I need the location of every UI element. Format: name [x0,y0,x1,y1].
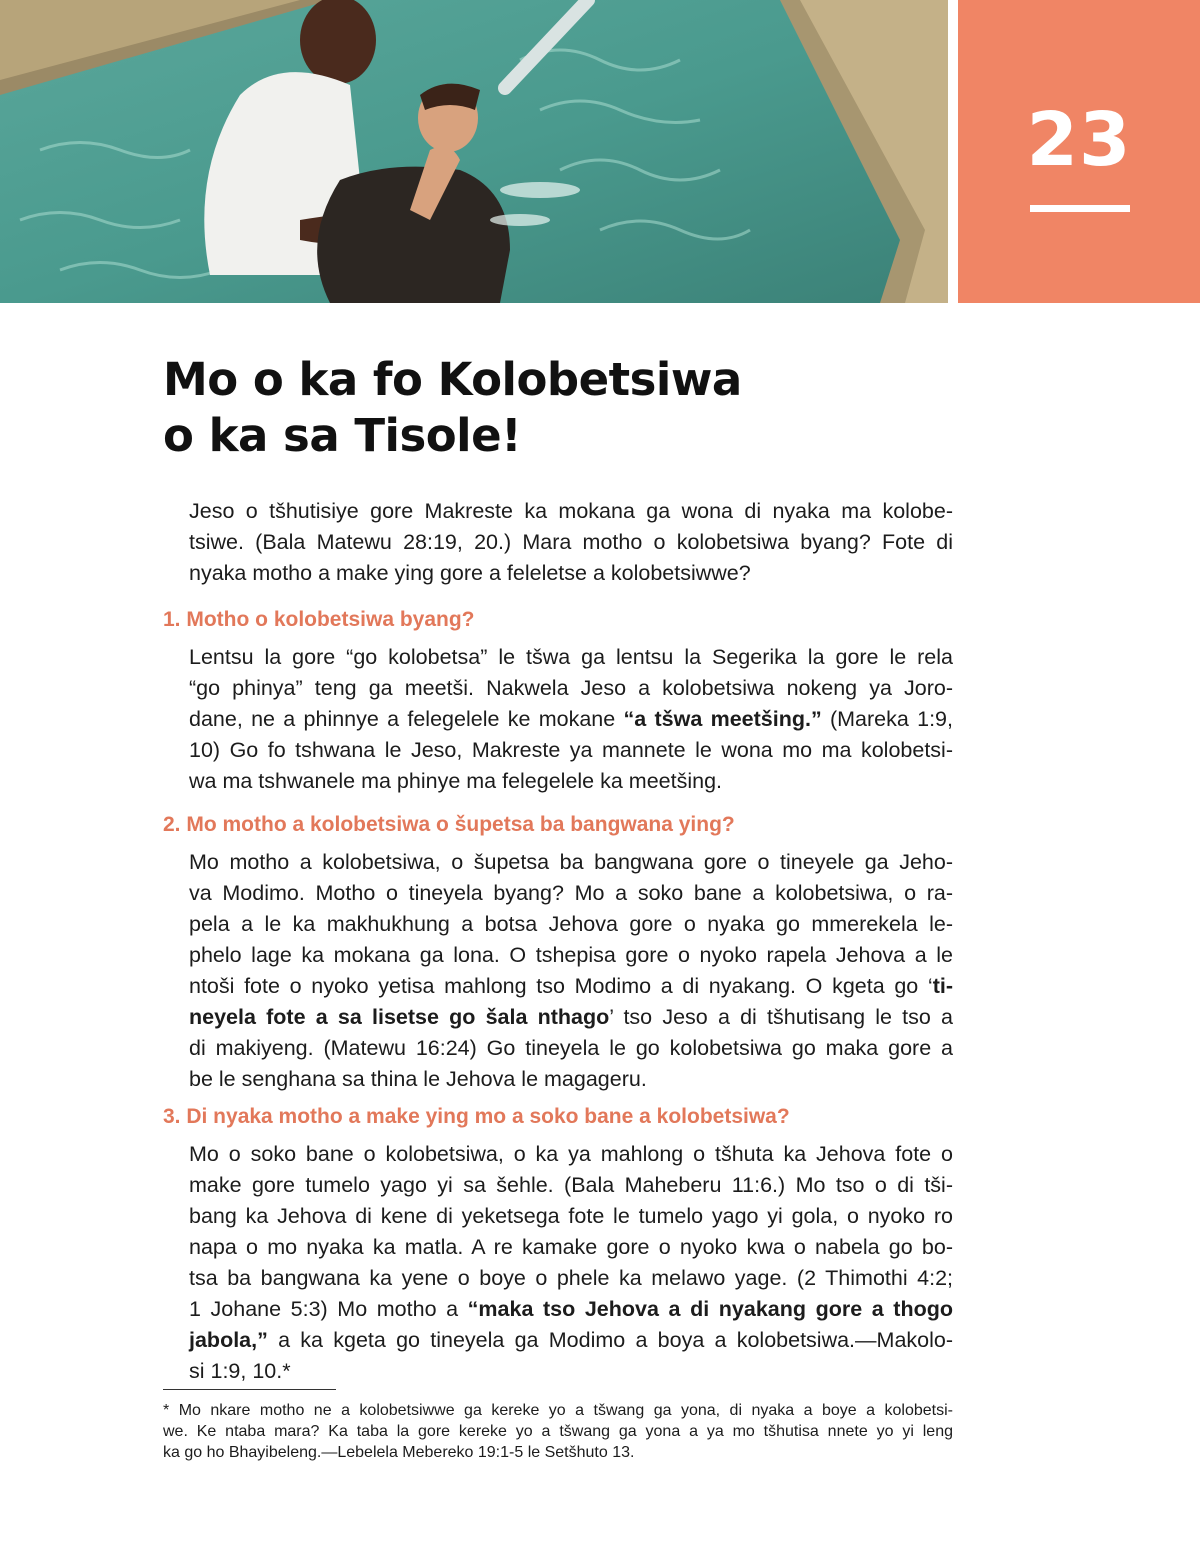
text-line: ka go ho Bhayibeleng.—Lebelela Mebereko 19:1-5 le Setšhuto 13. [163,1444,635,1461]
text-line: wa ma tshwanele ma phinye ma felegelele ka meetšing. [189,769,723,793]
text-line: Jeso o tšhutisiye gore Makreste ka mokana ga wona di nyaka ma kolobe- [189,499,953,523]
answer-3-paragraph [189,1139,953,1387]
title-line: Mo o ka fo Kolobetsiwa [163,353,742,406]
emphasis-text: jabola,” [189,1328,268,1352]
text-line: phelo lage ka mokana ga lona. O tshepisa gore o nyoko rapela Jehova a le [189,943,953,967]
text-line [189,1002,953,1033]
text-line [189,1325,953,1356]
question-3-heading: 3. Di nyaka motho a make ying mo a soko bane a kolobetsiwa? [163,1105,790,1128]
text-line: be le senghana sa thina le Jehova le magageru. [189,1067,647,1091]
text-line [189,1294,953,1325]
question-2-heading: 2. Mo motho a kolobetsiwa o šupetsa ba bangwana ying? [163,813,735,836]
emphasis-text: neyela fote a sa lisetse go šala nthago [189,1005,610,1029]
text-line [189,704,953,735]
footnote-divider [163,1389,336,1390]
question-1-heading: 1. Motho o kolobetsiwa byang? [163,608,475,631]
text-line: nyaka motho a make ying gore a feleletse a kolobetsiwwe? [189,561,751,585]
lesson-number: 23 [1026,97,1132,183]
text-line: “go phinya” teng ga meetši. Nakwela Jeso a kolobetsiwa nokeng ya Joro- [189,676,953,700]
text-fragment: ntoši fote o nyoko yetisa mahlong tso Modimo a di nyakang. O kgeta go ‘ [189,974,933,998]
text-line: di makiyeng. (Matewu 16:24) Go tineyela le go kolobetsiwa go maka gore a [189,1036,953,1060]
emphasis-text: “maka tso Jehova a di nyakang gore a thogo [467,1297,954,1321]
text-line: * Mo nkare motho ne a kolobetsiwwe ga kereke yo a tšwang ga yona, di nyaka a boye a kolobetsi- [163,1402,953,1419]
text-line [189,971,953,1002]
answer-2-paragraph [189,847,953,1095]
intro-paragraph [189,496,953,589]
text-line: Mo motho a kolobetsiwa, o šupetsa ba bangwana gore o tineyele ga Jeho- [189,850,953,874]
text-line: make gore tumelo yago yi sa šehle. (Bala Maheberu 11:6.) Mo tso o di tši- [189,1173,953,1197]
text-fragment: ’ tso Jeso a di tšhutisang le tso a [609,1005,953,1029]
lesson-number-underline [1030,205,1130,212]
text-fragment: (Mareka 1:9, [821,707,953,731]
text-line: Mo o soko bane o kolobetsiwa, o ka ya mahlong o tšhuta ka Jehova fote o [189,1142,953,1166]
text-line: Lentsu la gore “go kolobetsa” le tšwa ga lentsu la Segerika la gore le rela [189,645,953,669]
text-fragment: a ka kgeta go tineyela ga Modimo a boya a kolobetsiwa.—Makolo- [267,1328,953,1352]
lesson-tab [958,0,1200,303]
emphasis-text: ti- [932,974,953,998]
page-title [163,352,742,464]
text-line: va Modimo. Motho o tineyela byang? Mo a soko bane a kolobetsiwa, o ra- [189,881,953,905]
text-line: 10) Go fo tshwana le Jeso, Makreste ya mannete le wona mo ma kolobetsi- [189,738,953,762]
text-line: si 1:9, 10.* [189,1359,291,1383]
emphasis-text: “a tšwa meetšing.” [623,707,822,731]
text-line: we. Ke ntaba mara? Ka taba la gore kereke yo a tšwang ga yona a ya mo tšhutisa nnete yo yi leng [163,1423,953,1440]
text-line: bang ka Jehova di kene di yeketsega fote le tumelo yago yi gola, o nyoko ro [189,1204,953,1228]
footnote [163,1400,953,1463]
text-line: tsiwe. (Bala Matewu 28:19, 20.) Mara motho o kolobetsiwa byang? Fote di [189,530,953,554]
text-fragment: dane, ne a phinnye a felegelele ke mokane [189,707,624,731]
text-fragment: 1 Johane 5:3) Mo motho a [189,1297,468,1321]
hero-photo [0,0,948,303]
text-line: pela a le ka makhukhung a botsa Jehova gore o nyaka go mmerekela le- [189,912,953,936]
answer-1-paragraph [189,642,953,797]
text-line: tsa ba bangwana ka yene o boye o phele ka melawo yage. (2 Thimothi 4:2; [189,1266,953,1290]
text-line: napa o mo nyaka ka matla. A re kamake gore o nyoko kwa o nabela go bo- [189,1235,953,1259]
title-line: o ka sa Tisole! [163,409,522,462]
